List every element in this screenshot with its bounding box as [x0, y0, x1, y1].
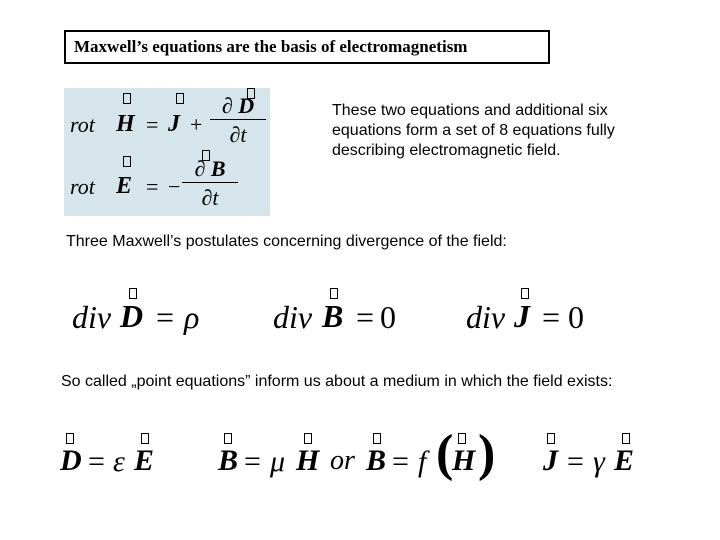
gamma-symbol: γ [593, 445, 605, 478]
h-symbol: H [116, 111, 135, 137]
rot-operator: rot [70, 112, 95, 137]
plus-sign: + [190, 112, 203, 137]
epsilon-symbol: ε [113, 445, 125, 478]
vector-marker-icon [66, 433, 74, 444]
e-symbol: E [116, 173, 133, 199]
db-dt-fraction: $\frac{\partial B}{\partial t}$ [182, 156, 238, 211]
vector-marker-icon [622, 433, 630, 444]
vector-marker-icon [304, 433, 312, 444]
maxwell-equation-panel: rot H = J + $\frac{\partial D}{\partial t}$ rot E = − $\frac{\partial B}{\partial t}$ [64, 88, 270, 216]
point-equations-intro: So called „point equations” inform us about a medium in which the field exists: [61, 373, 613, 390]
title-text: Maxwell’s equations are the basis of electromagnetism [74, 37, 468, 56]
b-symbol: B [210, 156, 226, 181]
vector-marker-icon [373, 433, 381, 444]
d-symbol: D [238, 93, 255, 118]
equals-sign: = [146, 112, 159, 137]
dd-dt-fraction: $\frac{\partial D}{\partial t}$ [210, 93, 266, 148]
minus-sign: − [168, 174, 181, 199]
rho-symbol: ρ [184, 299, 200, 335]
vector-marker-icon [123, 156, 131, 167]
vector-marker-icon [547, 433, 555, 444]
vector-marker-icon [123, 93, 131, 104]
vector-marker-icon [224, 433, 232, 444]
maxwell-note: These two equations and additional six equations form a set of 8 equations fully describing electromagnetic field. [332, 102, 615, 159]
title-box [64, 30, 550, 64]
vector-marker-icon [141, 433, 149, 444]
mu-symbol: μ [270, 445, 286, 478]
postulates-intro: Three Maxwell’s postulates concerning divergence of the field: [66, 233, 507, 250]
or-word: or [330, 445, 355, 476]
vector-marker-icon [176, 93, 184, 104]
vector-marker-icon [458, 433, 466, 444]
f-symbol: f [418, 445, 427, 478]
j-symbol: J [168, 111, 180, 137]
